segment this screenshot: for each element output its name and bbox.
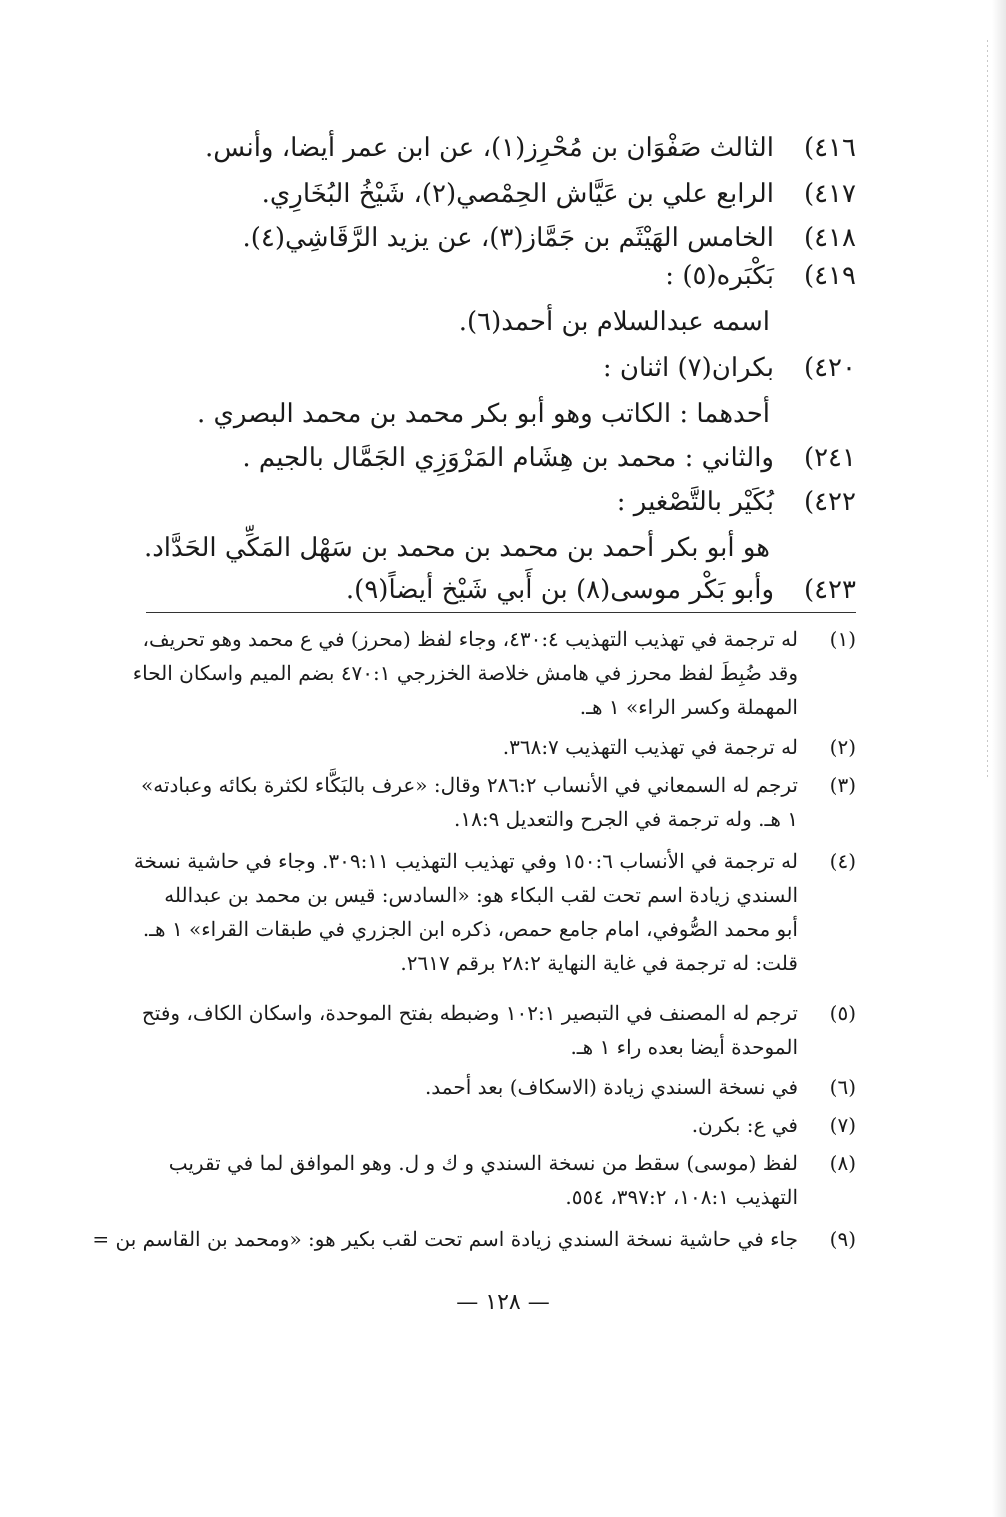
- footnote-line: ١ هـ. وله ترجمة في الجرح والتعديل ١٨:٩.: [453, 807, 798, 831]
- entry-423: [130, 572, 856, 608]
- entry-420: [130, 350, 856, 386]
- entry-text: بَكْبَره(٥) :: [665, 261, 774, 291]
- entry-text: الخامس الهَيْثَم بن جَمَّاز(٣)، عن يزيد الرَّقَاشِي(٤).: [242, 223, 774, 253]
- footnote-text: [141, 768, 798, 836]
- footnote-text: [144, 1070, 798, 1104]
- footnote-separator: [146, 612, 856, 613]
- footnote-line: لفظ (موسى) سقط من نسخة السندي و ك و ل. وهو الموافق لما في تقريب: [168, 1151, 798, 1175]
- footnote-text: [133, 622, 798, 724]
- entry-419-body: اسمه عبدالسلام بن أحمد(٦).: [458, 307, 770, 337]
- entry-text: الثالث صَفْوَان بن مُحْرِز(١)، عن ابن عمر أيضا، وأنس.: [205, 133, 774, 163]
- entry-number: ٤١٦): [803, 133, 856, 163]
- footnote-2: [144, 730, 856, 764]
- entry-418: [130, 220, 856, 256]
- footnote-9: [92, 1222, 856, 1256]
- footnote-text: [142, 996, 798, 1064]
- footnote-line: التهذيب ١٠٨:١، ٣٩٧:٢، ٥٥٤.: [565, 1185, 798, 1209]
- footnote-line: الموحدة أيضا بعده راء ١ هـ.: [570, 1035, 798, 1059]
- footnote-text: [92, 1222, 798, 1256]
- entry-number: ٤٢٠): [803, 353, 856, 383]
- footnote-text: [134, 844, 798, 980]
- footnote-line: ترجم له المصنف في التبصير ١٠٢:١ وضبطه بفتح الموحدة، واسكان الكاف، وفتح: [141, 1001, 798, 1025]
- entry-number: ٤١٧): [803, 179, 856, 209]
- footnote-number: (٦): [829, 1075, 856, 1099]
- entry-number: ٢٤١): [803, 443, 856, 473]
- entry-419: [130, 258, 856, 294]
- footnote-8: [144, 1146, 856, 1214]
- footnote-line: له ترجمة في تهذيب التهذيب ٣٦٨:٧.: [502, 735, 798, 759]
- footnote-line: جاء في حاشية نسخة السندي زيادة اسم تحت لقب بكير هو: «ومحمد بن القاسم بن =: [92, 1227, 798, 1251]
- footnote-line: أبو محمد الصُّوفي، امام جامع حمص، ذكره ابن الجزري في طبقات القراء» ١ هـ.: [142, 917, 798, 941]
- footnote-line: في ع: بكرن.: [691, 1113, 798, 1137]
- footnote-line: قلت: له ترجمة في غاية النهاية ٢٨:٢ برقم ٢٦١٧.: [400, 951, 798, 975]
- entry-number: ٤١٩): [803, 261, 856, 291]
- footnote-number: (٥): [829, 1001, 856, 1025]
- footnote-line: ترجم له السمعاني في الأنساب ٢٨٦:٢ وقال: «عرف بالبَكَّاء لكثرة بكائه وعبادته»: [141, 773, 798, 797]
- entry-417: [130, 176, 856, 212]
- entry-text: والثاني : محمد بن هِشَام المَرْوَزِي الجَمَّال بالجيم .: [242, 443, 774, 473]
- footnote-number: (٢): [829, 735, 856, 759]
- entry-number: ٤١٨): [803, 223, 856, 253]
- footnote-text: [144, 1146, 798, 1214]
- entry-number: ٤٢٢): [803, 487, 856, 517]
- footnote-number: (٨): [829, 1151, 856, 1175]
- page-number: — ١٢٨ —: [456, 1290, 550, 1315]
- entry-421: [130, 440, 856, 476]
- footnote-1: [132, 622, 856, 724]
- footnote-line: له ترجمة في تهذيب التهذيب ٤٣٠:٤، وجاء لفظ (محرز) في ع محمد وهو تحريف،: [142, 627, 798, 651]
- footnote-number: (٩): [829, 1227, 856, 1251]
- footnote-text: [144, 1108, 798, 1142]
- entry-420-body: أحدهما : الكاتب وهو أبو بكر محمد بن محمد البصري .: [196, 399, 770, 429]
- footnote-line: في نسخة السندي زيادة (الاسكاف) بعد أحمد.: [424, 1075, 798, 1099]
- footnote-number: (١): [829, 627, 856, 651]
- entry-number: ٤٢٣): [803, 575, 856, 605]
- footnote-text: [144, 730, 798, 764]
- footnote-line: المهملة وكسر الراء» ١ هـ.: [579, 695, 798, 719]
- entry-text: بُكَيْر بالتَّصْغير :: [616, 487, 774, 517]
- page-edge-line: [987, 40, 988, 780]
- footnote-3: [141, 768, 856, 836]
- footnote-line: وقد ضُبِطَ لفظ محرز في هامش خلاصة الخزرجي ٤٧٠:١ بضم الميم واسكان الحاء: [132, 661, 798, 685]
- footnote-line: السندي زيادة اسم تحت لقب البكاء هو: «السادس: قيس بن محمد بن عبدالله: [164, 883, 798, 907]
- footnote-number: (٧): [829, 1113, 856, 1137]
- footnote-line: له ترجمة في الأنساب ١٥٠:٦ وفي تهذيب التهذيب ٣٠٩:١١. وجاء في حاشية نسخة: [133, 849, 798, 873]
- entry-422-body: هو أبو بكر أحمد بن محمد بن محمد بن سَهْل المَكِّي الحَدَّاد.: [143, 533, 770, 563]
- footnote-5: [141, 996, 856, 1064]
- entry-416: [130, 130, 856, 166]
- entry-text: الرابع علي بن عَيَّاش الحِمْصي(٢)، شَيْخُ البُخَارِي.: [261, 179, 774, 209]
- entry-text: وأبو بَكْر موسى(٨) بن أَبي شَيْخ أيضاً(٩).: [345, 575, 774, 605]
- entry-text: بكران(٧) اثنان :: [602, 353, 774, 383]
- footnote-4: [133, 844, 856, 980]
- footnote-6: [144, 1070, 856, 1104]
- footnote-number: (٣): [829, 773, 856, 797]
- footnote-number: (٤): [829, 849, 856, 873]
- entry-422: [130, 484, 856, 520]
- footnote-7: [144, 1108, 856, 1142]
